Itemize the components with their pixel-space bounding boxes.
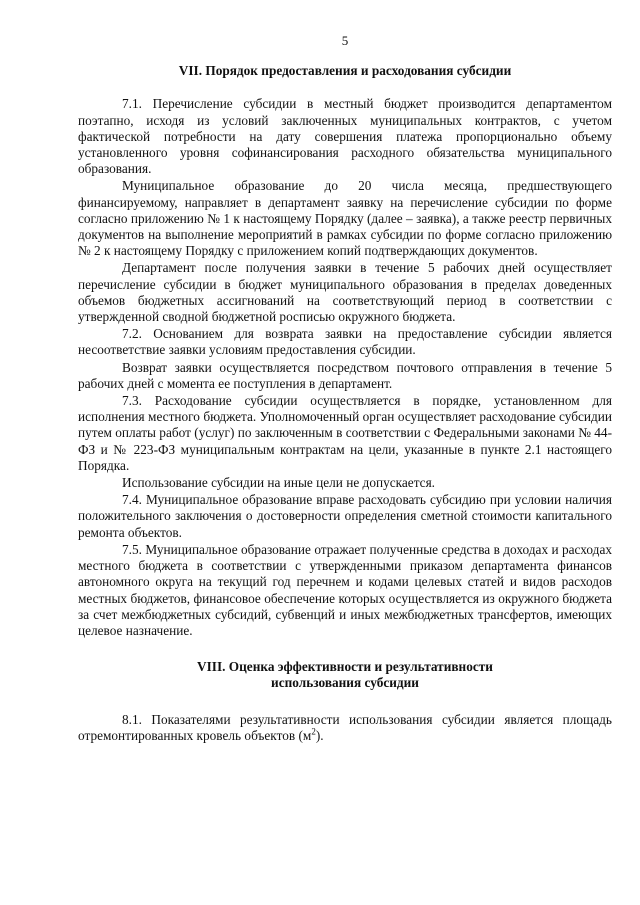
paragraph-8-1-text: 8.1. Показателями результативности использования субсидии является площадь отремонтированных кровель объектов (м [78, 711, 612, 743]
paragraph-7-2-return: Возврат заявки осуществляется посредством почтового отправления в течение 5 рабочих дней с момента ее поступления в департамент. [78, 359, 612, 391]
paragraph-7-1-transfer: Департамент после получения заявки в течение 5 рабочих дней осуществляет перечисление субсидии в бюджет муниципального образования в пределах доведенных объемов бюджетных ассигнований на соответствующий период в соответствии с утвержденной сводной бюджетной росписью окружного бюджета. [78, 260, 612, 325]
section-8-title-line-1: VIII. Оценка эффективности и результативности [197, 659, 493, 675]
paragraph-7-4: 7.4. Муниципальное образование вправе расходовать субсидию при условии наличия положительного заключения о достоверности определения сметной стоимости капитального ремонта объектов. [78, 492, 612, 540]
paragraph-8-1 [78, 712, 612, 744]
paragraph-7-3-restriction: Использование субсидии на иные цели не допускается. [122, 475, 436, 491]
section-7-body [78, 96, 612, 639]
paragraph-7-1: 7.1. Перечисление субсидии в местный бюджет производится департаментом поэтапно, исходя из условий заключенных муниципальных контрактов, с учетом фактической потребности на дату совершения платежа пропорционально объему установленного уровня софинансирования расходного обязательства муниципального образования. [78, 96, 612, 177]
paragraph-7-2: 7.2. Основанием для возврата заявки на предоставление субсидии является несоответствие заявки условиям предоставления субсидии. [78, 326, 612, 358]
paragraph-7-5: 7.5. Муниципальное образование отражает полученные средства в доходах и расходах местного бюджета в соответствии с утвержденными приказом департамента финансов автономного округа на текущий год перечнем и кодами целевых статей и видов расходов местных бюджетов, финансовое обеспечение которых осуществляется из окружного бюджета за счет межбюджетных субсидий, субвенций и иных межбюджетных трансфертов, имеющих целевое назначение. [78, 541, 612, 638]
paragraph-8-1-tail: ). [315, 727, 324, 743]
paragraph-7-1-application: Муниципальное образование до 20 числа месяца, предшествующего финансируемому, направляет в департамент заявку на перечисление субсидии по форме согласно приложению № 1 к настоящему Порядку (далее – заявка), а также реестр первичных документов на выполнение мероприятий в рамках субсидии по форме согласно приложению № 2 к настоящему Порядку с приложением копий подтверждающих документов. [78, 178, 612, 259]
section-8-title-line-2: использования субсидии [271, 675, 419, 691]
section-8-title [78, 659, 612, 691]
paragraph-7-3: 7.3. Расходование субсидии осуществляется в порядке, установленном для исполнения местного бюджета. Уполномоченный орган осуществляет расходование субсидии путем оплаты работ (услуг) по заключенным в соответствии с Федеральными законами № 44-ФЗ и № 223-ФЗ муниципальным контрактам на цели, указанные в пункте 2.1 настоящего Порядка. [78, 393, 612, 473]
section-7-title: VII. Порядок предоставления и расходования субсидии [178, 63, 512, 79]
page-number: 5 [341, 33, 349, 48]
square-meter-superscript: 2 [311, 726, 316, 737]
